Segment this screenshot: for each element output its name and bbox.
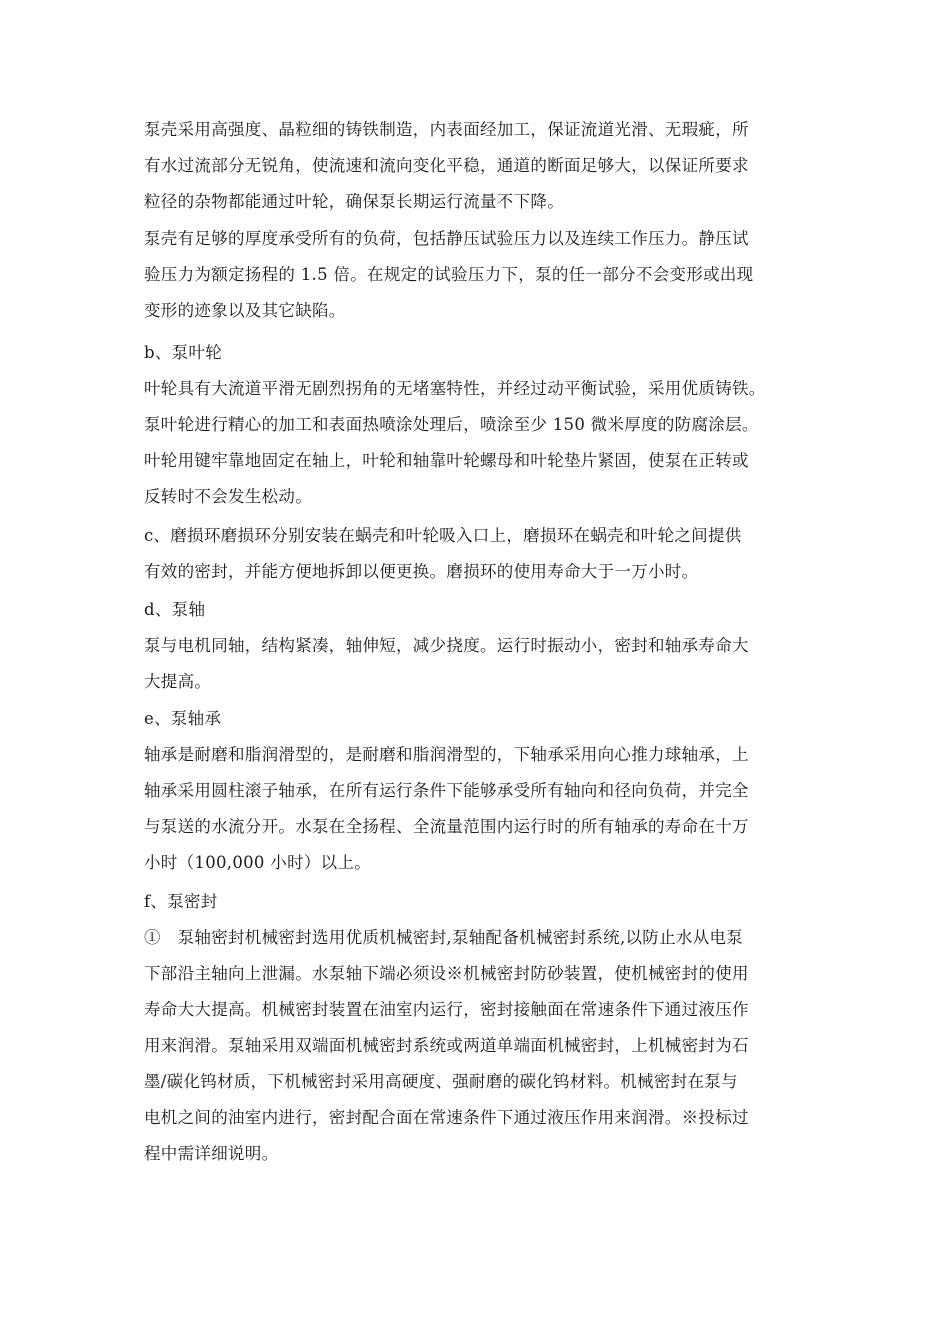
- text-line: 变形的迹象以及其它缺陷。: [144, 301, 346, 320]
- text-line: 寿命大大提高。机械密封装置在油室内运行，密封接触面在常速条件下通过液压作: [144, 1000, 749, 1019]
- text-line: 粒径的杂物都能通过叶轮，确保泵长期运行流量不下降。: [144, 192, 564, 211]
- text-line: 泵与电机同轴，结构紧凑，轴伸短，减少挠度。运行时振动小，密封和轴承寿命大: [144, 636, 749, 655]
- text-line: 泵壳有足够的厚度承受所有的负荷，包括静压试验压力以及连续工作压力。静压试: [144, 229, 749, 248]
- text-line: 电机之间的油室内进行，密封配合面在常速条件下通过液压作用来润滑。※投标过: [144, 1108, 749, 1127]
- text-line: 轴承采用圆柱滚子轴承，在所有运行条件下能够承受所有轴向和径向负荷，并完全: [144, 781, 749, 800]
- text-line: 泵叶轮进行精心的加工和表面热喷涂处理后，喷涂至少 150 微米厚度的防腐涂层。: [144, 415, 759, 434]
- text-line: 小时（100,000 小时）以上。: [144, 853, 372, 872]
- text-line: ① 泵轴密封机械密封选用优质机械密封,泵轴配备机械密封系统,以防止水从电泵: [144, 928, 744, 947]
- section-heading-impeller: b、泵叶轮: [144, 343, 223, 362]
- text-line: 与泵送的水流分开。水泵在全扬程、全流量范围内运行时的所有轴承的寿命在十万: [144, 817, 749, 836]
- text-line: 叶轮具有大流道平滑无剧烈拐角的无堵塞特性，并经过动平衡试验，采用优质铸铁。: [144, 379, 766, 398]
- text-line: 有水过流部分无锐角，使流速和流向变化平稳，通道的断面足够大，以保证所要求: [144, 156, 749, 175]
- section-heading-wear-ring: c、磨损环磨损环分别安装在蜗壳和叶轮吸入口上，磨损环在蜗壳和叶轮之间提供: [144, 526, 742, 545]
- text-line: 用来润滑。泵轴采用双端面机械密封系统或两道单端面机械密封，上机械密封为石: [144, 1036, 749, 1055]
- text-line: 程中需详细说明。: [144, 1144, 279, 1163]
- section-heading-pump-seal: f、泵密封: [144, 892, 218, 911]
- text-line: 轴承是耐磨和脂润滑型的，是耐磨和脂润滑型的，下轴承采用向心推力球轴承，上: [144, 745, 749, 764]
- section-heading-pump-bearing: e、泵轴承: [144, 709, 222, 728]
- text-line: 反转时不会发生松动。: [144, 487, 312, 506]
- text-line: 泵壳采用高强度、晶粒细的铸铁制造，内表面经加工，保证流道光滑、无瑕疵，所: [144, 120, 749, 139]
- text-line: 验压力为额定扬程的 1.5 倍。在规定的试验压力下，泵的任一部分不会变形或出现: [144, 265, 754, 284]
- text-line: 下部沿主轴向上泄漏。水泵轴下端必须设※机械密封防砂装置，使机械密封的使用: [144, 964, 749, 983]
- text-line: 叶轮用键牢靠地固定在轴上，叶轮和轴靠叶轮螺母和叶轮垫片紧固，使泵在正转或: [144, 451, 749, 470]
- section-heading-pump-shaft: d、泵轴: [144, 600, 206, 619]
- text-line: 有效的密封，并能方便地拆卸以便更换。磨损环的使用寿命大于一万小时。: [144, 562, 699, 581]
- text-line: 大提高。: [144, 672, 212, 691]
- text-line: 墨/碳化钨材质，下机械密封采用高硬度、强耐磨的碳化钨材料。机械密封在泵与: [144, 1072, 738, 1091]
